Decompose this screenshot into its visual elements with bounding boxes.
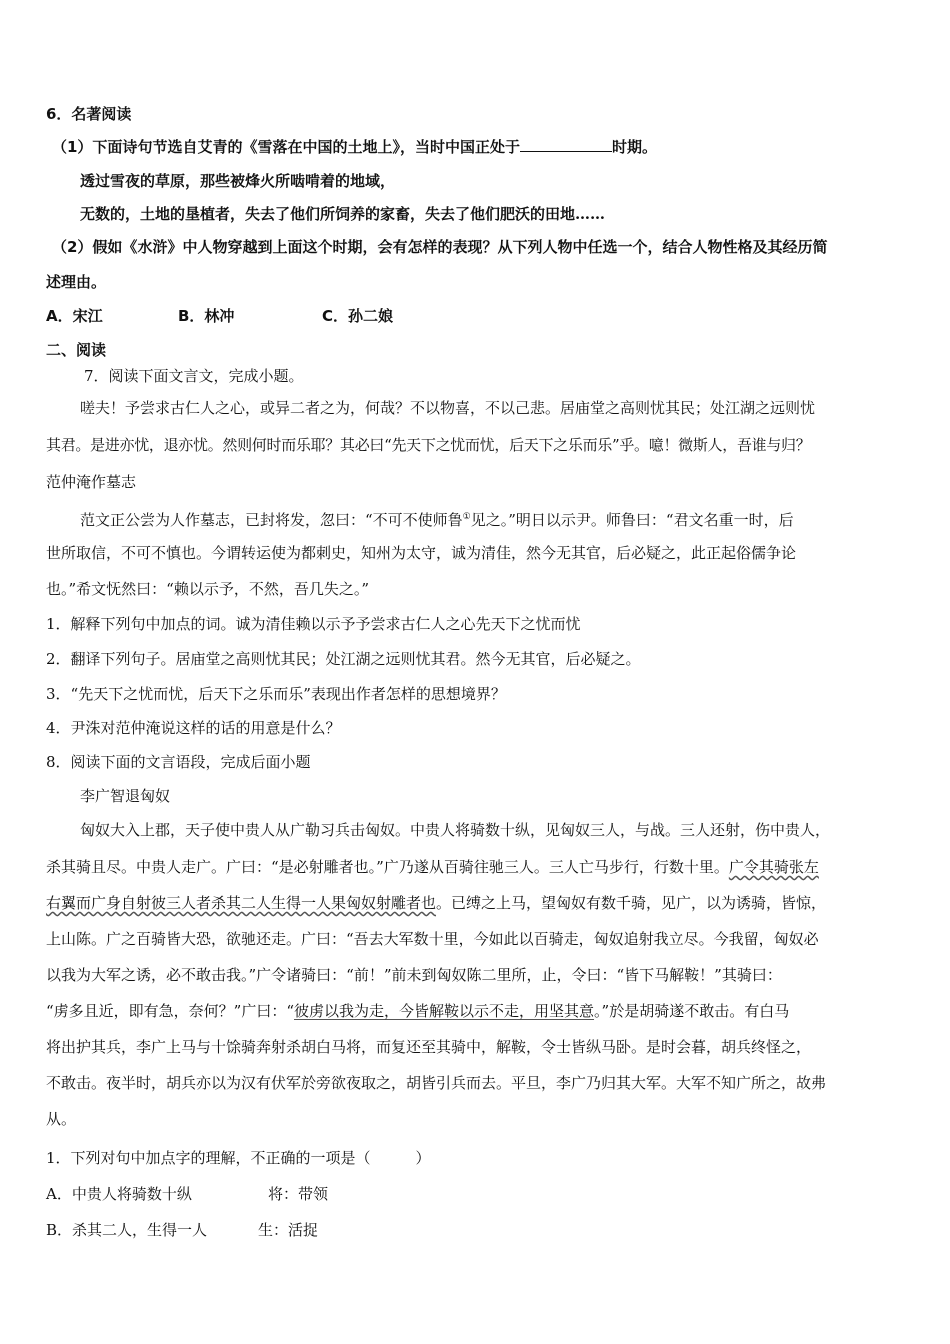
q8-line7: 将出护其兵，李广上马与十馀骑奔射杀胡白马将，而复还至其骑中，解鞍，令士皆纵马卧。是时会暮，胡兵终怪之， [46, 1038, 812, 1056]
q6-part1 [52, 137, 657, 157]
q8-line5: 以我为大军之诱，必不敢击我。”广令诸骑曰：“前！”前未到匈奴陈二里所，止，令曰：“皆下马解鞍！”其骑曰： [46, 966, 782, 984]
q6-option-a: A．宋江 [46, 307, 103, 325]
q8-sub1: 1．下列对句中加点字的理解，不正确的一项是（ ） [46, 1149, 431, 1167]
q7-text2-title: 范仲淹作墓志 [46, 473, 137, 491]
answer-blank[interactable] [520, 137, 612, 152]
q6-title: 6．名著阅读 [46, 105, 132, 123]
q7-text2-line2: 世所取信，不可不慎也。今谓转运使为都刺史，知州为太守，诚为清佳，然今无其官，后必疑之，此正起俗儒争论 [46, 544, 797, 562]
q8-option-b-text: B．杀其二人，生得一人 [46, 1221, 208, 1239]
q8-line8: 不敢击。夜半时，胡兵亦以为汉有伏军於旁欲夜取之，胡皆引兵而去。平旦，李广乃归其大军。大军不知广所之，故弗 [46, 1074, 827, 1092]
q8-line2 [46, 857, 819, 877]
q8-option-b-gloss: 生：活捉 [258, 1221, 319, 1239]
q7-sub4: 4．尹洙对范仲淹说这样的话的用意是什么？ [46, 719, 341, 737]
q7-text1-line2: 其君。是进亦忧，退亦忧。然则何时而乐耶？其必曰“先天下之忧而忧，后天下之乐而乐”乎。噫！微斯人，吾谁与归？ [46, 436, 811, 454]
q6-option-c: C．孙二娘 [322, 307, 394, 325]
q8-line4: 上山陈。广之百骑皆大恐，欲驰还走。广曰：“吾去大军数十里，今如此以百骑走，匈奴追射我立尽。今我留，匈奴必 [46, 930, 819, 948]
q6-part1-suffix: 时期。 [611, 138, 657, 156]
q8-option-a-gloss: 将：带领 [268, 1185, 329, 1203]
q8-line6-a: “虏多且近，即有急，奈何？”广曰：“ [46, 1002, 295, 1020]
q8-line6-c: 。”於是胡骑遂不敢击。有白马 [594, 1002, 790, 1020]
q8-line9: 从。 [46, 1110, 77, 1128]
q6-option-b: B．林冲 [178, 307, 235, 325]
q6-part2-line1: （2）假如《水浒》中人物穿越到上面这个时期，会有怎样的表现？从下列人物中任选一个，结合人物性格及其经历简 [52, 238, 828, 256]
section-2-title: 二、阅读 [46, 341, 107, 359]
q8-option-a-text: A．中贵人将骑数十纵 [46, 1185, 192, 1203]
q7-text2-line3: 也。”希文怃然曰：“赖以示予，不然，吾几失之。” [46, 580, 370, 598]
q7-sub2: 2．翻译下列句子。居庙堂之高则忧其民；处江湖之远则忧其君。然今无其官，后必疑之。 [46, 650, 641, 668]
poem-line-2: 无数的，土地的垦植者，失去了他们所饲养的家畜，失去了他们肥沃的田地…… [80, 205, 606, 223]
q7-sub3: 3．“先天下之忧而忧，后天下之乐而乐”表现出作者怎样的思想境界？ [46, 685, 506, 703]
q8-intro: 8．阅读下面的文言语段，完成后面小题 [46, 753, 311, 771]
q8-line3-underlined: 右翼而广身自射彼三人者杀其二人生得一人果匈奴射雕者也 [46, 894, 437, 912]
q7-sub1: 1．解释下列句中加点的词。诚为清佳赖以示予予尝求古仁人之心先天下之忧而忧 [46, 615, 581, 633]
q8-line6-underlined: 彼虏以我为走，今皆解鞍以示不走，用坚其意 [294, 1002, 595, 1020]
q8-title: 李广智退匈奴 [80, 787, 171, 805]
q6-part1-prefix: （1）下面诗句节选自艾青的《雪落在中国的土地上》，当时中国正处于 [52, 138, 520, 156]
footnote-marker: ① [462, 512, 471, 522]
q8-line3 [46, 893, 826, 913]
q6-part2-line2: 述理由。 [46, 273, 107, 291]
q7-text1-line1: 嗟夫！予尝求古仁人之心，或异二者之为，何哉？不以物喜，不以己悲。居庙堂之高则忧其民；处江湖之远则忧 [80, 399, 816, 417]
q8-line3-b: 。已缚之上马，望匈奴有数千骑，见广，以为诱骑，皆惊， [436, 894, 827, 912]
poem-line-1: 透过雪夜的草原，那些被烽火所啮啃着的地域， [80, 172, 396, 190]
q7-text2-line1 [80, 507, 794, 530]
q8-line2-underlined: 广令其骑张左 [728, 858, 819, 876]
q7-text2-line1-a: 范文正公尝为人作墓志，已封将发，忽曰：“不可不使师鲁 [80, 511, 463, 529]
q8-line1: 匈奴大入上郡，天子使中贵人从广勒习兵击匈奴。中贵人将骑数十纵，见匈奴三人，与战。三人还射，伤中贵人， [80, 821, 831, 839]
q7-intro: 7．阅读下面文言文，完成小题。 [84, 367, 304, 385]
q7-text2-line1-b: 见之。”明日以示尹。师鲁曰：“君文名重一时，后 [470, 511, 794, 529]
q8-line6 [46, 1001, 789, 1021]
q8-line2-a: 杀其骑且尽。中贵人走广。广曰：“是必射雕者也。”广乃遂从百骑往驰三人。三人亡马步行，行数十里。 [46, 858, 729, 876]
